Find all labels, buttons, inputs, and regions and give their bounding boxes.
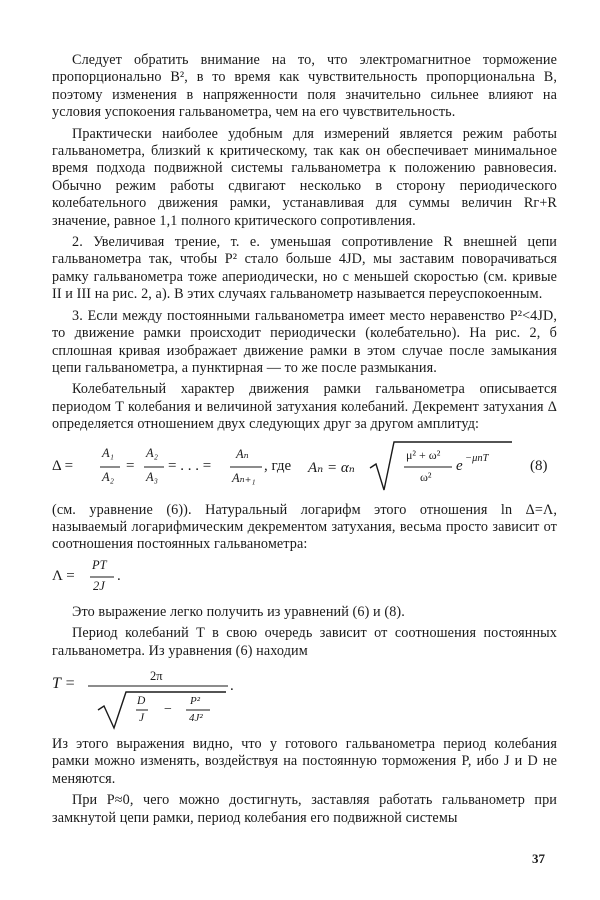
eqT-inner1-num: D: [137, 694, 146, 707]
eqT-inner2-den: 4J²: [189, 711, 203, 724]
eqL-tail: .: [117, 567, 121, 584]
page-body: [52, 52, 557, 831]
eqT-inner1-den: J: [139, 711, 145, 724]
eq8-dots: = . . . =: [168, 457, 212, 474]
eq8-exp-base: e: [456, 457, 463, 474]
eqL-den: 2J: [93, 578, 105, 593]
eqT-inner2-num: P²: [190, 694, 201, 707]
eq8-frac1-den: A₂: [102, 469, 114, 484]
paragraph-3: 2. Увеличивая трение, т. е. уменьшая сопротивление R внешней цепи гальванометра так, чтобы P² стало больше 4JD, мы заставим поворачиваться рамку гальванометра тоже апериодически, но с меньшей скоростью (см. кривые II и III на рис. 2, а). В этих случаях гальванометр называется переуспокоенным.: [52, 234, 557, 303]
eq8-frac3-num: Aₙ: [236, 446, 249, 461]
paragraph-4: 3. Если между постоянными гальванометра имеет место неравенство P²<4JD, то движение рамки происходит периодически (колебательно). На рис. 2, б сплошная кривая изображает движение рамки в этом случае после замыкания цепи гальванометра, а пунктирная — то же после размыкания.: [52, 307, 557, 376]
eq8-frac2-den: A₃: [146, 469, 158, 484]
eq8-frac1-num: A₁: [102, 445, 114, 460]
eq8-lhs: Δ =: [52, 457, 74, 474]
eq8-an-expr: Aₙ = αₙ: [308, 459, 355, 476]
eqT-tail: .: [230, 677, 234, 694]
eqL-lhs: Λ =: [52, 567, 75, 584]
paragraph-6: (см. уравнение (6)). Натуральный логарифм этого отношения ln Δ=Λ, называемый логарифмическим декрементом затухания, весьма просто зависит от соотношения постоянных гальванометра:: [52, 501, 557, 553]
paragraph-8: Период колебаний T в свою очередь зависит от соотношения постоянных гальванометра. Из уравнения (6) находим: [52, 625, 557, 659]
equation-lambda-lines: [52, 558, 252, 598]
eq8-sqrt-num: μ² + ω²: [406, 447, 441, 462]
eqT-lhs: T =: [52, 674, 76, 692]
paragraph-7: Это выражение легко получить из уравнений (6) и (8).: [72, 603, 405, 620]
eq8-sqrt-den: ω²: [420, 469, 432, 484]
paragraph-5: Колебательный характер движения рамки гальванометра описывается периодом T колебания и величиной затухания колебаний. Декремент затухания Δ определяется отношением двух следующих друг за другом амплитуд:: [52, 381, 557, 433]
equation-T: [52, 666, 557, 730]
eq8-eq1: =: [126, 457, 135, 474]
eq8-frac2-num: A₂: [146, 445, 158, 460]
eq8-where: , где: [264, 457, 292, 474]
eqL-num: PT: [92, 557, 107, 572]
eq8-label: (8): [530, 457, 548, 474]
paragraph-10: При P≈0, чего можно достигнуть, заставляя работать гальванометр при замкнутой цепи рамки, период колебания его подвижной системы: [52, 792, 557, 826]
paragraph-2: Практически наиболее удобным для измерений является режим работы гальванометра, близкий к критическому, так как он обеспечивает минимальное время подхода подвижной системы гальванометра к положению равновесия. Обычно режим работы сдвигают несколько в сторону периодического колебательного движения рамки, устанавливая для суммы величин Rг+R значение, равное 1,1 полного критического сопротивления.: [52, 125, 557, 229]
equation-lambda: [52, 558, 557, 598]
equation-8: [52, 440, 557, 498]
paragraph-9: Из этого выражения видно, что у готового гальванометра период колебания рамки можно изменять, воздействуя на постоянную торможения P, ибо J и D не меняются.: [52, 735, 557, 787]
eq8-exp-sup: −μnT: [465, 452, 489, 464]
equation-T-lines: [52, 666, 312, 730]
eq8-frac3-den: Aₙ₊₁: [232, 470, 256, 485]
eqT-minus: −: [164, 701, 172, 717]
eqT-num: 2π: [150, 668, 163, 683]
paragraph-1: Следует обратить внимание на то, что электромагнитное торможение пропорционально B², в то время как чувствительность пропорциональна B, поэтому изменения в напряженности поля значительно сильнее влияют на условия успокоения гальванометра, чем на его чувствительность.: [52, 52, 557, 121]
page-number: 37: [532, 851, 545, 866]
